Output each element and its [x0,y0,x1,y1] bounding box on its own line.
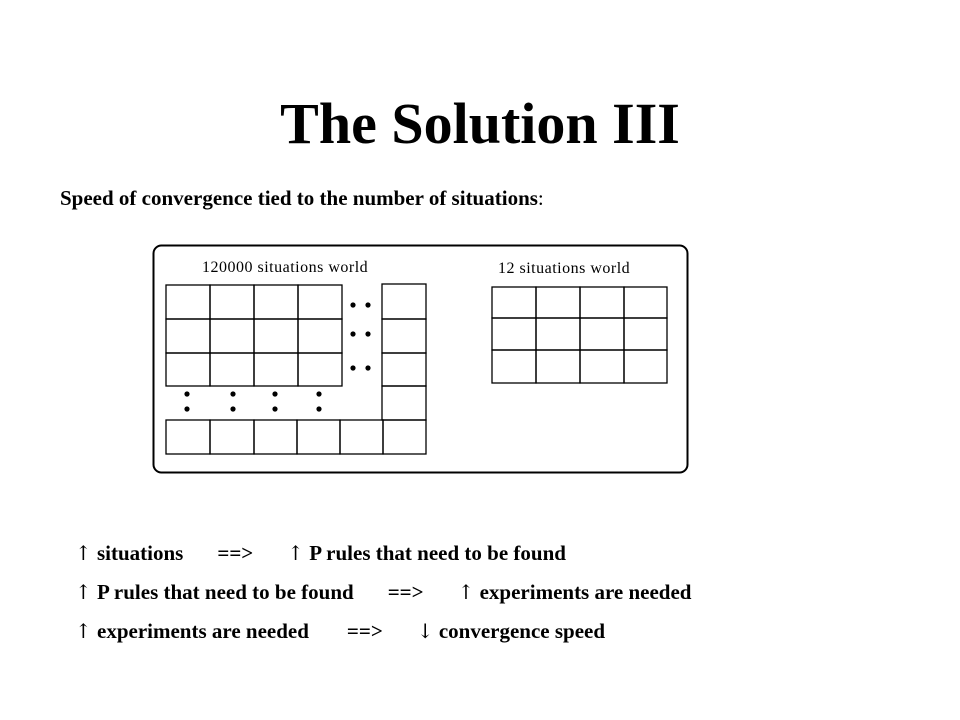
implies-arrow: ==> [217,541,254,565]
ellipsis-dot [316,391,321,396]
up-arrow-icon: ↑ [75,619,92,643]
ellipsis-dot [365,365,370,370]
subtitle-colon: : [537,186,544,210]
grid-cell [210,285,254,319]
grid-cell [166,285,210,319]
grid-cell [383,420,426,454]
grid-cell [624,287,667,318]
implication-conclusion: convergence speed [438,619,606,643]
diagram-frame [154,246,688,473]
grid-cell [254,319,298,353]
up-arrow-icon: ↑ [75,541,92,565]
right-world-grid [492,287,667,383]
ellipsis-dot [350,331,355,336]
up-arrow-icon: ↑ [457,580,475,604]
ellipsis-dot [230,406,235,411]
up-arrow-icon: ↑ [287,541,305,565]
ellipsis-dot [350,365,355,370]
left-world-grid [166,284,426,454]
grid-cell [536,350,580,383]
grid-cell [382,353,426,386]
grid-cell [580,350,624,383]
grid-cell [166,420,210,454]
situations-diagram [152,244,692,476]
ellipsis-dot [184,406,189,411]
grid-cell [254,285,298,319]
grid-cell [536,287,580,318]
ellipsis-dot [230,391,235,396]
implication-conclusion: experiments are needed [479,580,692,604]
grid-cell [298,353,342,386]
ellipsis-dot [365,302,370,307]
grid-cell [492,350,536,383]
grid-cell [254,420,297,454]
ellipsis-dot [365,331,370,336]
implication-conclusion: P rules that need to be found [309,541,566,565]
grid-cell [166,353,210,386]
ellipsis-dot [272,406,277,411]
ellipsis-dot [350,302,355,307]
grid-cell [536,318,580,350]
grid-cell [254,353,298,386]
implication-line-1 [75,538,692,577]
grid-cell [298,319,342,353]
grid-cell [580,318,624,350]
implication-premise: situations [97,541,184,565]
ellipsis-dot [316,406,321,411]
grid-cell [382,284,426,319]
implication-premise: experiments are needed [97,619,309,643]
implication-premise: P rules that need to be found [97,580,354,604]
subtitle-text: Speed of convergence tied to the number of situations [60,186,538,210]
grid-cell [492,287,536,318]
implies-arrow: ==> [346,619,383,643]
ellipsis-dot [272,391,277,396]
right-world-label: 12 situations world [498,260,631,277]
grid-cell [166,319,210,353]
grid-cell [492,318,536,350]
grid-cell [297,420,340,454]
grid-cell [210,420,254,454]
grid-cell [298,285,342,319]
implication-list [75,538,692,655]
grid-cell [382,386,426,420]
implication-line-2 [75,577,692,616]
implies-arrow: ==> [387,580,424,604]
grid-cell [580,287,624,318]
grid-cell [624,350,667,383]
up-arrow-icon: ↑ [75,580,92,604]
implication-line-3 [75,616,692,655]
grid-cell [340,420,383,454]
grid-cell [210,353,254,386]
grid-cell [382,319,426,353]
grid-cell [210,319,254,353]
left-world-label: 120000 situations world [202,259,369,276]
slide-title: The Solution III [280,91,680,156]
ellipsis-dot [184,391,189,396]
down-arrow-icon: ↓ [416,619,434,643]
slide-subtitle [60,186,544,211]
grid-cell [624,318,667,350]
